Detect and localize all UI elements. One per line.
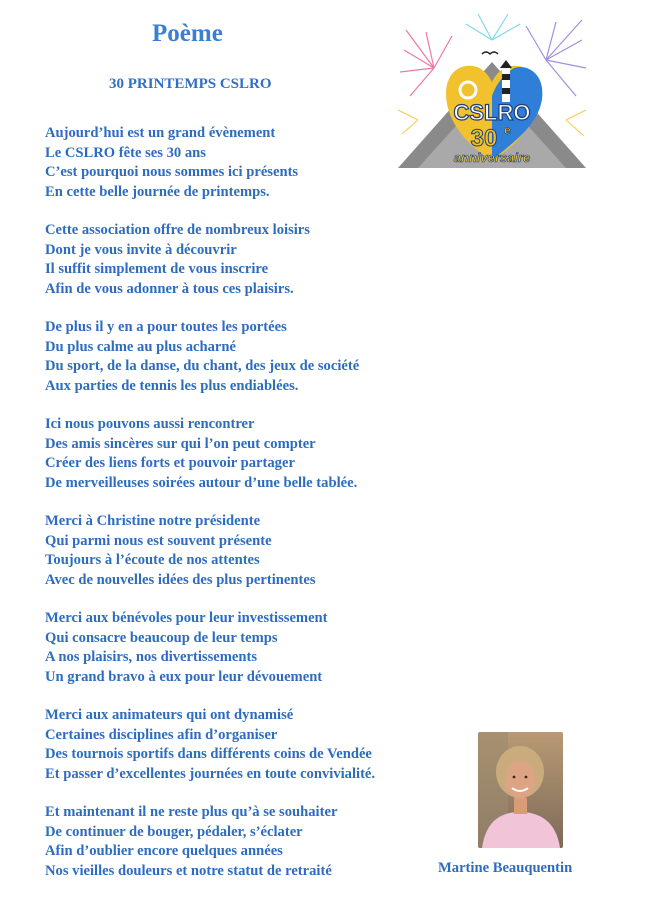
poem-subtitle: 30 PRINTEMPS CSLRO: [109, 76, 272, 92]
author-name: Martine Beauquentin: [438, 860, 573, 876]
poem-line: Du sport, de la danse, du chant, des jeux de société: [45, 358, 360, 374]
poem-line: Aux parties de tennis les plus endiablées.: [45, 377, 299, 394]
poem-line: Des tournois sportifs dans différents coins de Vendée: [45, 746, 372, 762]
poem-stanza: [45, 803, 465, 881]
poem-line: Ici nous pouvons aussi rencontrer: [45, 416, 255, 432]
poem-line: Qui consacre beaucoup de leur temps: [45, 629, 278, 646]
poem-line: Des amis sincères sur qui l’on peut compter: [45, 435, 316, 452]
poem-stanza: [45, 512, 465, 590]
poem-stanza: [45, 221, 465, 299]
page-title: Poème: [152, 20, 223, 47]
poem-line: Nos vieilles douleurs et notre statut de retraité: [45, 862, 332, 879]
poem-line: Et passer d’excellentes journées en toute convivialité.: [45, 765, 376, 782]
poem-line: De merveilleuses soirées autour d’une belle tablée.: [45, 474, 358, 491]
poem-line: Du plus calme au plus acharné: [45, 338, 236, 355]
logo-suffix: e: [504, 123, 511, 137]
poem-line: Afin d’oublier encore quelques années: [45, 843, 283, 859]
poem-line: Et maintenant il ne reste plus qu’à se souhaiter: [45, 804, 338, 820]
poem-line: De continuer de bouger, pédaler, s’éclater: [45, 823, 303, 840]
poem-line: Il suffit simplement de vous inscrire: [45, 261, 269, 277]
poem-line: C’est pourquoi nous sommes ici présents: [45, 164, 299, 180]
poem-line: Merci aux bénévoles pour leur investissement: [45, 610, 328, 626]
poem-line: Afin de vous adonner à tous ces plaisirs.: [45, 280, 294, 297]
poem-stanza: [45, 609, 465, 687]
poem-line: Avec de nouvelles idées des plus pertinentes: [45, 571, 316, 588]
poem-line: Créer des liens forts et pouvoir partager: [45, 455, 295, 471]
poem-line: A nos plaisirs, nos divertissements: [45, 649, 258, 665]
poem-stanza: [45, 415, 465, 493]
poem-line: De plus il y en a pour toutes les portées: [45, 319, 287, 335]
author-portrait: [478, 732, 563, 848]
logo-caption: anniversaire: [453, 150, 531, 165]
author-photo: [478, 732, 563, 848]
poem-line: Cette association offre de nombreux loisirs: [45, 222, 310, 238]
poem-line: Merci aux animateurs qui ont dynamisé: [45, 707, 294, 723]
logo-number: 30: [470, 125, 498, 152]
poem-stanza: [45, 124, 465, 202]
poem-line: Un grand bravo à eux pour leur dévouement: [45, 668, 323, 685]
logo-name: CSLRO: [453, 100, 531, 125]
poem-body: [45, 124, 465, 900]
poem-stanza: [45, 318, 465, 396]
poem-line: Certaines disciplines afin d’organiser: [45, 726, 278, 743]
poem-line: Qui parmi nous est souvent présente: [45, 532, 272, 549]
poem-line: Aujourd’hui est un grand évènement: [45, 125, 276, 141]
poem-line: Toujours à l’écoute de nos attentes: [45, 552, 260, 568]
poem-line: En cette belle journée de printemps.: [45, 183, 270, 200]
poem-stanza: [45, 706, 465, 784]
poem-line: Dont je vous invite à découvrir: [45, 241, 237, 258]
poem-line: Merci à Christine notre présidente: [45, 513, 261, 529]
poem-line: Le CSLRO fête ses 30 ans: [45, 144, 206, 161]
